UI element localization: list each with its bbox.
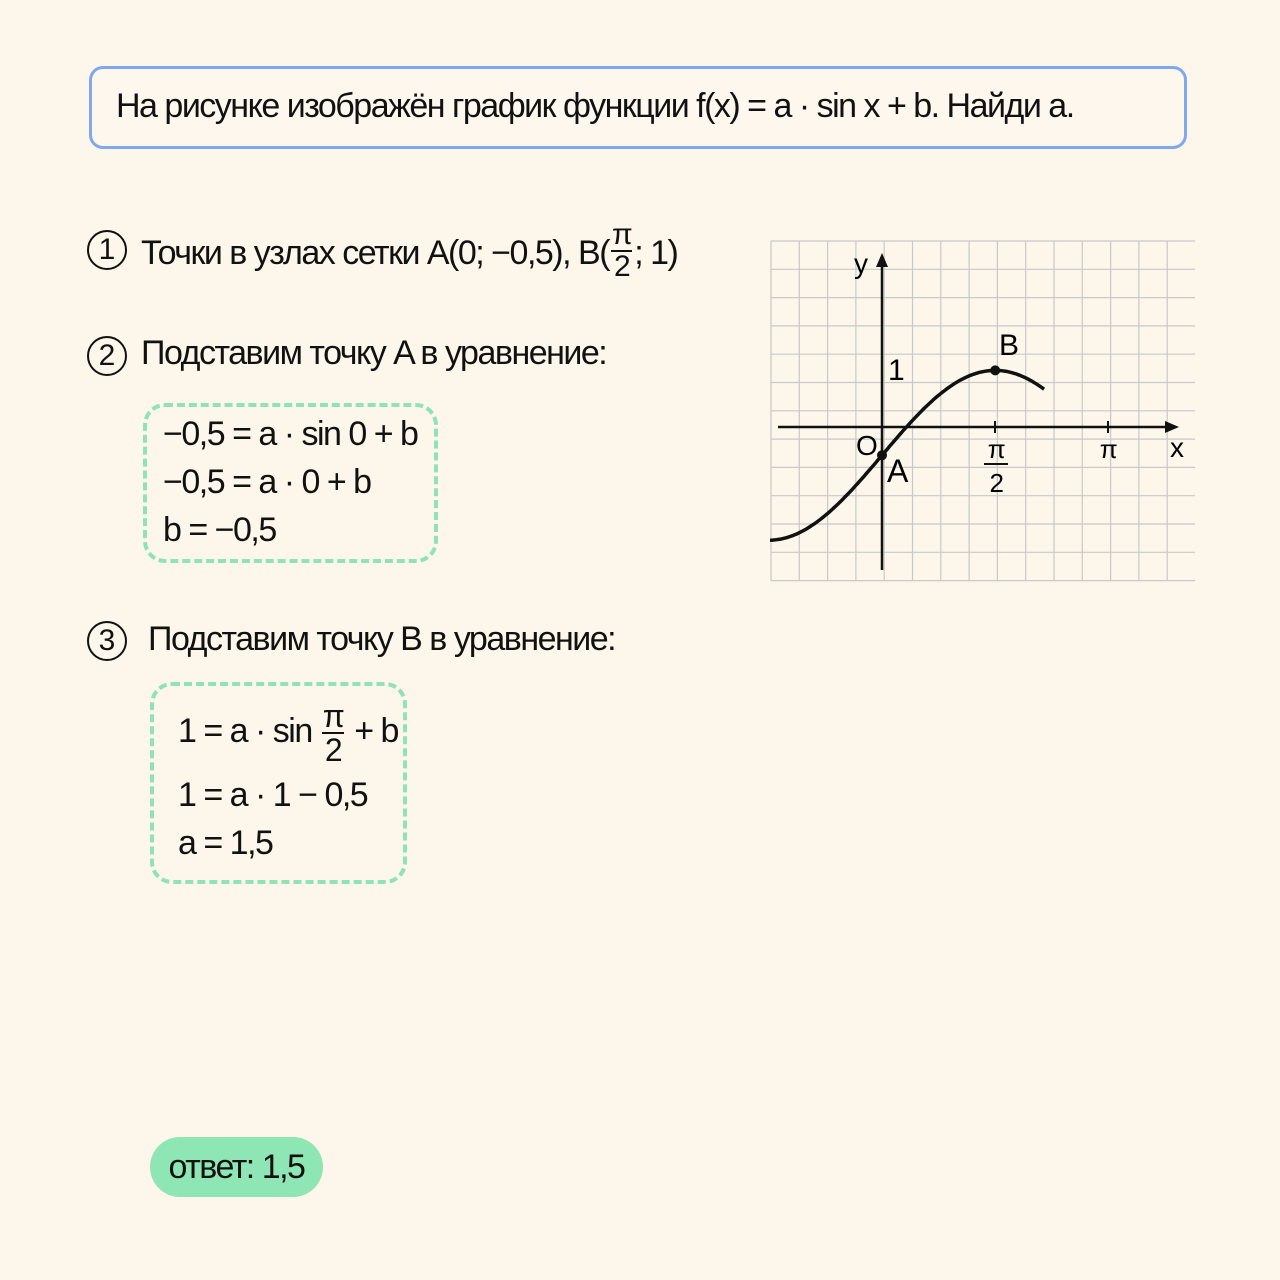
step-3-fraction bbox=[322, 700, 345, 766]
step-1-text bbox=[141, 218, 678, 283]
point-b-label: B bbox=[999, 329, 1018, 362]
step-3-line-3: a = 1,5 bbox=[178, 824, 273, 862]
step-3-frac-den: 2 bbox=[324, 732, 342, 768]
point-a-label: A bbox=[887, 453, 907, 489]
step-3-frac-num: π bbox=[322, 698, 344, 734]
half-pi-numerator: π bbox=[987, 434, 1005, 464]
step-1-number: 1 bbox=[87, 230, 127, 270]
pi-label: π bbox=[1099, 434, 1117, 464]
step-2-line-3: b = −0,5 bbox=[163, 511, 276, 549]
step-2-number: 2 bbox=[87, 336, 127, 376]
task-box bbox=[89, 66, 1187, 149]
task-text: На рисунке изображён график функции f(x) = a · sin x + b. Найди a. bbox=[116, 87, 1074, 125]
step-3-number: 3 bbox=[87, 621, 127, 661]
step-2-line-2: −0,5 = a · 0 + b bbox=[163, 463, 371, 501]
step-3-line-1-after: + b bbox=[354, 711, 398, 750]
step-3-line-1 bbox=[178, 700, 398, 766]
step-1-fraction bbox=[611, 220, 632, 282]
step-1-frac-den: 2 bbox=[614, 250, 630, 283]
answer-badge: ответ: 1,5 bbox=[150, 1137, 323, 1197]
y-axis-arrow bbox=[876, 253, 888, 267]
step-3-line-2: 1 = a · 1 − 0,5 bbox=[178, 776, 368, 814]
step-1-text-after: ; 1) bbox=[634, 233, 678, 272]
function-graph bbox=[770, 240, 1196, 582]
point-a bbox=[877, 450, 887, 460]
half-pi-denominator: 2 bbox=[989, 468, 1003, 498]
step-1-text-before: Точки в узлах сетки A(0; −0,5), B( bbox=[141, 233, 610, 272]
one-label: 1 bbox=[888, 354, 904, 387]
step-2-line-1: −0,5 = a · sin 0 + b bbox=[163, 415, 418, 453]
step-3-text: Подставим точку B в уравнение: bbox=[148, 620, 616, 658]
grid bbox=[771, 241, 1195, 581]
step-2-text: Подставим точку A в уравнение: bbox=[141, 334, 607, 372]
origin-label: O bbox=[856, 430, 877, 461]
x-axis-label: x bbox=[1170, 432, 1183, 463]
step-1-frac-num: π bbox=[612, 218, 632, 251]
step-3-line-1-before: 1 = a · sin bbox=[178, 711, 312, 750]
point-b bbox=[990, 365, 1000, 375]
y-axis-label: y bbox=[854, 248, 867, 279]
